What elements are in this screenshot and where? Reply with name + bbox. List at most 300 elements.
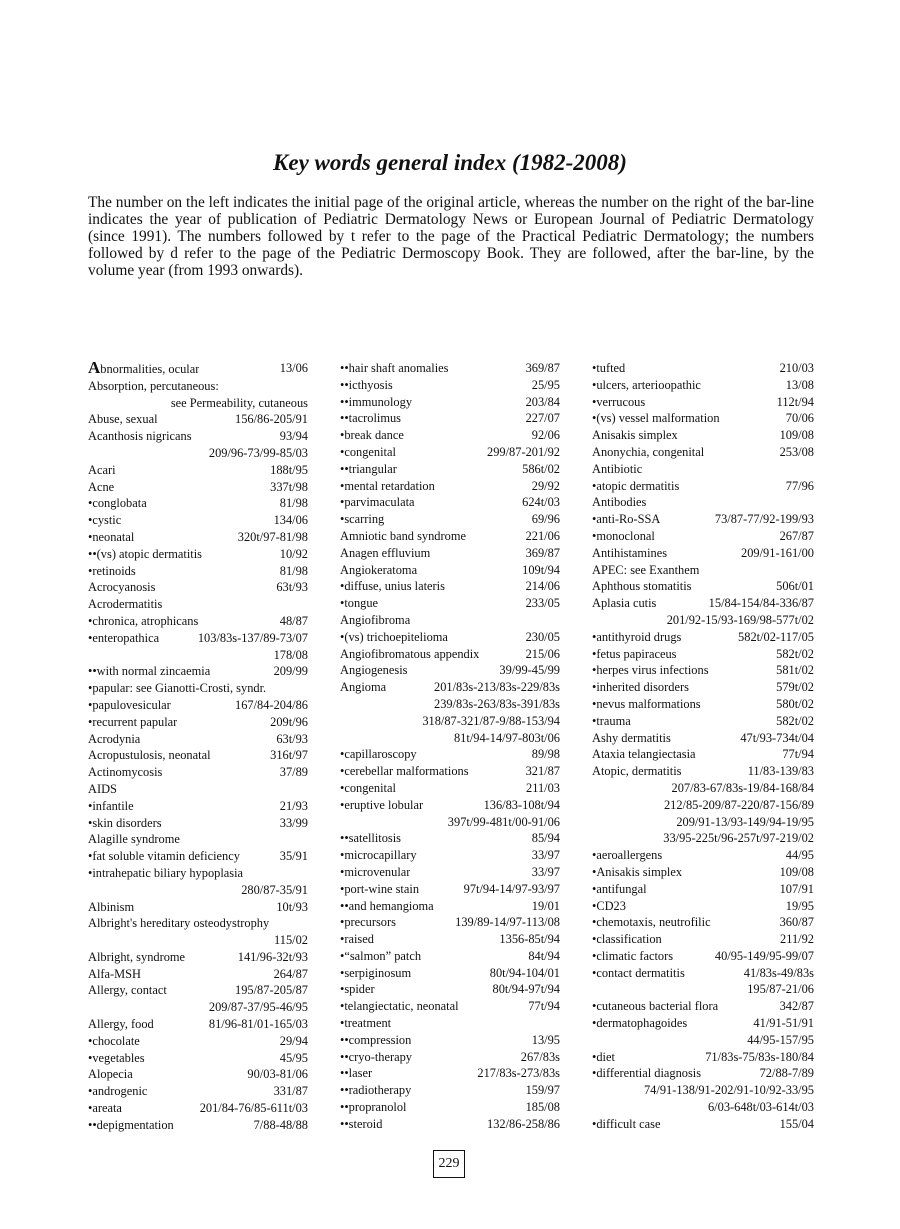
index-entry bbox=[592, 612, 814, 629]
index-reference: 156/86-205/91 bbox=[235, 412, 308, 427]
index-entry bbox=[88, 428, 308, 445]
index-term: •chronica, atrophicans bbox=[88, 613, 199, 628]
index-entry bbox=[88, 731, 308, 748]
index-reference: 80t/94-104/01 bbox=[489, 965, 560, 980]
index-reference: 63t/93 bbox=[276, 580, 308, 595]
index-term: Amniotic band syndrome bbox=[340, 528, 466, 543]
index-term: Ashy dermatitis bbox=[592, 730, 671, 745]
index-term: Acrodermatitis bbox=[88, 597, 163, 612]
index-term: •areata bbox=[88, 1101, 122, 1116]
index-entry bbox=[340, 629, 560, 646]
index-entry bbox=[340, 864, 560, 881]
index-reference: 318/87-321/87-9/88-153/94 bbox=[422, 713, 560, 728]
index-entry bbox=[592, 511, 814, 528]
index-entry bbox=[592, 965, 814, 982]
index-entry bbox=[592, 847, 814, 864]
index-term: Albright, syndrome bbox=[88, 949, 186, 964]
index-term: ••and hemangioma bbox=[340, 898, 434, 913]
index-term: •cerebellar malformations bbox=[340, 764, 469, 779]
index-term: •skin disorders bbox=[88, 815, 162, 830]
index-entry bbox=[340, 931, 560, 948]
index-reference: 167/84-204/86 bbox=[235, 697, 308, 712]
index-term: •break dance bbox=[340, 428, 404, 443]
index-entry bbox=[88, 613, 308, 630]
index-entry bbox=[340, 662, 560, 679]
index-reference: 253/08 bbox=[779, 444, 814, 459]
index-entry bbox=[592, 679, 814, 696]
index-entry bbox=[88, 1117, 308, 1134]
index-entry bbox=[88, 360, 308, 378]
index-term: ••compression bbox=[340, 1032, 412, 1047]
index-entry bbox=[340, 1015, 560, 1032]
index-entry bbox=[592, 864, 814, 881]
index-entry bbox=[340, 814, 560, 831]
index-reference: 209/99 bbox=[273, 664, 308, 679]
index-term: AIDS bbox=[88, 781, 117, 796]
index-term: Antihistamines bbox=[592, 545, 668, 560]
index-term: •“salmon” patch bbox=[340, 948, 422, 963]
index-reference: 369/87 bbox=[525, 545, 560, 560]
index-entry bbox=[88, 563, 308, 580]
index-reference: 103/83s-137/89-73/07 bbox=[197, 630, 308, 645]
index-entry bbox=[88, 411, 308, 428]
index-entry bbox=[592, 696, 814, 713]
index-entry bbox=[88, 1066, 308, 1083]
index-reference: 71/83s-75/83s-180/84 bbox=[705, 1049, 814, 1064]
index-term: •enteropathica bbox=[88, 630, 160, 645]
index-entry bbox=[592, 881, 814, 898]
index-entry bbox=[340, 965, 560, 982]
index-reference: 90/03-81/06 bbox=[247, 1067, 308, 1082]
index-reference: 93/94 bbox=[279, 429, 308, 444]
index-term: Alagille syndrome bbox=[88, 832, 180, 847]
index-reference: 155/04 bbox=[779, 1116, 814, 1131]
index-entry bbox=[88, 445, 308, 462]
index-entry bbox=[340, 679, 560, 696]
index-term: Acrodynia bbox=[88, 731, 141, 746]
index-reference: 33/97 bbox=[531, 864, 560, 879]
index-entry bbox=[340, 1032, 560, 1049]
index-entry bbox=[88, 378, 308, 395]
index-reference: 80t/94-97t/94 bbox=[492, 982, 560, 997]
index-entry bbox=[340, 914, 560, 931]
index-entry bbox=[88, 949, 308, 966]
index-term: •climatic factors bbox=[592, 948, 674, 963]
index-column-3 bbox=[592, 360, 814, 1133]
index-entry bbox=[340, 377, 560, 394]
index-reference: 41/91-51/91 bbox=[753, 1016, 814, 1031]
index-entry bbox=[88, 915, 308, 932]
index-entry bbox=[592, 730, 814, 747]
index-reference: 44/95-157/95 bbox=[747, 1032, 814, 1047]
index-reference: 72/88-7/89 bbox=[759, 1066, 814, 1081]
index-term: ••radiotherapy bbox=[340, 1083, 412, 1098]
index-entry bbox=[88, 680, 308, 697]
index-entry bbox=[88, 663, 308, 680]
index-entry bbox=[340, 1116, 560, 1133]
index-term: •difficult case bbox=[592, 1116, 661, 1131]
index-term: •diet bbox=[592, 1049, 615, 1064]
index-term: Antibiotic bbox=[592, 461, 643, 476]
index-reference: 207/83-67/83s-19/84-168/84 bbox=[671, 780, 814, 795]
index-term: •serpiginosum bbox=[340, 965, 412, 980]
index-entry bbox=[88, 999, 308, 1016]
index-entry bbox=[340, 898, 560, 915]
index-term: •chemotaxis, neutrofilic bbox=[592, 915, 711, 930]
index-reference: 211/92 bbox=[780, 932, 814, 947]
index-reference: 132/86-258/86 bbox=[487, 1116, 560, 1131]
index-entry bbox=[340, 780, 560, 797]
index-entry bbox=[340, 1065, 560, 1082]
index-entry bbox=[592, 1116, 814, 1133]
index-term: Angioma bbox=[340, 680, 387, 695]
index-entry bbox=[340, 948, 560, 965]
index-reference: 40/95-149/95-99/07 bbox=[714, 948, 814, 963]
index-term: •vegetables bbox=[88, 1050, 145, 1065]
index-term: ••immunology bbox=[340, 394, 413, 409]
index-reference: 70/06 bbox=[785, 411, 814, 426]
index-reference: 582t/02-117/05 bbox=[738, 629, 814, 644]
index-reference: 41/83s-49/83s bbox=[743, 965, 814, 980]
index-entry bbox=[592, 830, 814, 847]
index-entry bbox=[592, 746, 814, 763]
index-entry bbox=[340, 562, 560, 579]
index-entry bbox=[340, 763, 560, 780]
index-reference: 29/92 bbox=[531, 478, 560, 493]
index-term: Angiofibromatous appendix bbox=[340, 646, 480, 661]
index-reference: 624t/03 bbox=[522, 495, 560, 510]
index-term: •(vs) trichoepitelioma bbox=[340, 629, 448, 644]
index-entry bbox=[340, 360, 560, 377]
index-reference: 201/92-15/93-169/98-577t/02 bbox=[666, 612, 814, 627]
index-reference: 33/99 bbox=[279, 815, 308, 830]
index-term: •cutaneous bacterial flora bbox=[592, 999, 719, 1014]
index-reference: 47t/93-734t/04 bbox=[740, 730, 814, 745]
index-term: •raised bbox=[340, 932, 374, 947]
index-reference: 63t/93 bbox=[276, 731, 308, 746]
index-entry bbox=[592, 713, 814, 730]
index-reference: 506t/01 bbox=[776, 579, 814, 594]
index-term: Aplasia cutis bbox=[592, 596, 657, 611]
index-reference: 35/91 bbox=[279, 849, 308, 864]
index-entry bbox=[592, 629, 814, 646]
index-entry bbox=[592, 595, 814, 612]
index-reference: 264/87 bbox=[273, 966, 308, 981]
index-entry bbox=[340, 881, 560, 898]
index-term: Acanthosis nigricans bbox=[88, 429, 192, 444]
index-entry bbox=[340, 494, 560, 511]
index-reference: 397t/99-481t/00-91/06 bbox=[447, 814, 560, 829]
index-entry bbox=[592, 562, 814, 579]
index-reference: 33/97 bbox=[531, 848, 560, 863]
index-term: •classification bbox=[592, 932, 662, 947]
index-entry bbox=[340, 713, 560, 730]
index-reference: 13/06 bbox=[279, 361, 308, 375]
index-term: •monoclonal bbox=[592, 528, 655, 543]
index-entry bbox=[592, 444, 814, 461]
index-entry bbox=[340, 545, 560, 562]
index-entry bbox=[88, 529, 308, 546]
index-entry bbox=[592, 931, 814, 948]
index-entry bbox=[88, 882, 308, 899]
index-term: Acne bbox=[88, 479, 115, 494]
index-entry bbox=[592, 1049, 814, 1066]
index-entry bbox=[592, 898, 814, 915]
index-reference: 299/87-201/92 bbox=[487, 444, 560, 459]
index-reference: 13/08 bbox=[785, 377, 814, 392]
index-reference: 215/06 bbox=[525, 646, 560, 661]
index-entry bbox=[592, 780, 814, 797]
index-term: •retinoids bbox=[88, 563, 136, 578]
index-reference: 195/87-205/87 bbox=[235, 983, 308, 998]
index-term: Abnormalities, ocular bbox=[88, 360, 200, 377]
index-reference: 48/87 bbox=[279, 613, 308, 628]
index-term: •antithyroid drugs bbox=[592, 629, 682, 644]
index-reference: 195/87-21/06 bbox=[747, 982, 814, 997]
index-entry bbox=[88, 848, 308, 865]
index-entry bbox=[340, 830, 560, 847]
index-reference: 188t/95 bbox=[270, 462, 308, 477]
index-entry bbox=[88, 966, 308, 983]
index-reference: 321/87 bbox=[525, 764, 560, 779]
index-entry bbox=[88, 462, 308, 479]
index-entry bbox=[88, 815, 308, 832]
index-entry bbox=[88, 1033, 308, 1050]
index-entry bbox=[340, 1049, 560, 1066]
index-term: •trauma bbox=[592, 713, 631, 728]
index-entry bbox=[88, 1050, 308, 1067]
index-term: •fat soluble vitamin deficiency bbox=[88, 849, 240, 864]
index-term: ••hair shaft anomalies bbox=[340, 361, 449, 375]
index-entry bbox=[592, 377, 814, 394]
index-reference: 203/84 bbox=[525, 394, 560, 409]
index-reference: 360/87 bbox=[779, 915, 814, 930]
index-entry bbox=[88, 714, 308, 731]
index-entry bbox=[88, 697, 308, 714]
index-reference: 201/83s-213/83s-229/83s bbox=[434, 680, 560, 695]
index-entry bbox=[340, 847, 560, 864]
index-entry bbox=[592, 545, 814, 562]
index-entry bbox=[88, 982, 308, 999]
index-term: Allergy, food bbox=[88, 1017, 154, 1032]
index-reference: 209/96-73/99-85/03 bbox=[208, 445, 308, 460]
index-reference: 280/87-35/91 bbox=[241, 882, 308, 897]
index-reference: 73/87-77/92-199/93 bbox=[714, 512, 814, 527]
index-reference: 316t/97 bbox=[270, 748, 308, 763]
index-entry bbox=[592, 1015, 814, 1032]
index-term: •treatment bbox=[340, 1016, 392, 1031]
index-entry bbox=[340, 578, 560, 595]
intro-paragraph: The number on the left indicates the initial page of the original article, whereas the number on the right of the bar-line indicates the year of publication of Pediatric Dermatology News or European Journal of Pediatric Dermatology (since 1991). The numbers followed by t refer to the page of the Practical Pediatric Dermatology; the numbers followed by d refer to the page of the Pediatric Dermoscopy Book. They are followed, after the bar-line, by the volume year (from 1993 onwards). bbox=[88, 194, 814, 279]
index-term: Actinomycosis bbox=[88, 765, 163, 780]
index-term: Albright's hereditary osteodystrophy bbox=[88, 916, 270, 931]
index-entry bbox=[592, 410, 814, 427]
index-entry bbox=[340, 1082, 560, 1099]
index-term: •androgenic bbox=[88, 1084, 148, 1099]
index-reference: 112t/94 bbox=[776, 394, 814, 409]
index-term: Acari bbox=[88, 462, 116, 477]
index-reference: 7/88-48/88 bbox=[253, 1117, 308, 1132]
index-entry bbox=[88, 579, 308, 596]
index-reference: 81/98 bbox=[279, 563, 308, 578]
index-term: •anti-Ro-SSA bbox=[592, 512, 661, 527]
index-reference: 81/96-81/01-165/03 bbox=[208, 1017, 308, 1032]
index-reference: 212/85-209/87-220/87-156/89 bbox=[663, 797, 814, 812]
index-term: •cystic bbox=[88, 513, 122, 528]
index-term: •diffuse, unius lateris bbox=[340, 579, 445, 594]
index-reference: 15/84-154/84-336/87 bbox=[708, 596, 814, 611]
index-term: ••triangular bbox=[340, 461, 397, 476]
index-entry bbox=[340, 981, 560, 998]
index-term: •nevus malformations bbox=[592, 696, 701, 711]
index-entry bbox=[88, 764, 308, 781]
index-reference: 25/95 bbox=[531, 377, 560, 392]
index-entry bbox=[592, 814, 814, 831]
index-entry bbox=[340, 646, 560, 663]
index-term: ••depigmentation bbox=[88, 1117, 174, 1132]
index-term: ••satellitosis bbox=[340, 831, 401, 846]
index-term: ••(vs) atopic dermatitis bbox=[88, 546, 202, 561]
index-reference: 342/87 bbox=[779, 999, 814, 1014]
page-number: 229 bbox=[433, 1150, 465, 1178]
index-reference: 331/87 bbox=[273, 1084, 308, 1099]
index-term: ••cryo-therapy bbox=[340, 1049, 412, 1064]
index-term: APEC: see Exanthem bbox=[592, 562, 700, 577]
index-entry bbox=[88, 512, 308, 529]
index-reference: 44/95 bbox=[785, 848, 814, 863]
index-term: ••tacrolimus bbox=[340, 411, 401, 426]
index-entry bbox=[592, 394, 814, 411]
index-term: •tongue bbox=[340, 596, 379, 611]
index-reference: 92/06 bbox=[531, 428, 560, 443]
index-term: •congenital bbox=[340, 780, 396, 795]
index-entry bbox=[592, 948, 814, 965]
index-reference: 337t/98 bbox=[270, 479, 308, 494]
index-entry bbox=[340, 410, 560, 427]
index-term: •papulovesicular bbox=[88, 697, 171, 712]
index-term: Acropustulosis, neonatal bbox=[88, 748, 211, 763]
index-reference: 581t/02 bbox=[776, 663, 814, 678]
index-entry bbox=[88, 647, 308, 664]
index-term: Acrocyanosis bbox=[88, 580, 156, 595]
index-entry bbox=[592, 797, 814, 814]
index-reference: 81/98 bbox=[279, 496, 308, 511]
index-entry bbox=[340, 595, 560, 612]
index-term: •scarring bbox=[340, 512, 385, 527]
index-entry bbox=[340, 478, 560, 495]
index-reference: 107/91 bbox=[779, 881, 814, 896]
index-reference: 77t/94 bbox=[782, 747, 814, 762]
index-term: •mental retardation bbox=[340, 478, 435, 493]
index-reference: 33/95-225t/96-257t/97-219/02 bbox=[663, 831, 814, 846]
index-entry bbox=[340, 461, 560, 478]
index-term: ••laser bbox=[340, 1066, 373, 1081]
index-reference: 221/06 bbox=[525, 528, 560, 543]
index-reference: 81t/94-14/97-803t/06 bbox=[453, 730, 560, 745]
index-term: Albinism bbox=[88, 899, 135, 914]
index-term: •differential diagnosis bbox=[592, 1066, 702, 1081]
index-reference: 267/83s bbox=[520, 1049, 560, 1064]
index-entry bbox=[88, 899, 308, 916]
index-term: •chocolate bbox=[88, 1033, 140, 1048]
index-term: Atopic, dermatitis bbox=[592, 764, 682, 779]
index-term: •recurrent papular bbox=[88, 714, 178, 729]
index-reference: 109t/94 bbox=[522, 562, 560, 577]
index-entry bbox=[88, 596, 308, 613]
index-reference: 85/94 bbox=[531, 831, 560, 846]
index-entry bbox=[88, 831, 308, 848]
index-term: Angiogenesis bbox=[340, 663, 408, 678]
index-reference: 230/05 bbox=[525, 629, 560, 644]
index-entry bbox=[592, 528, 814, 545]
index-reference: see Permeability, cutaneous bbox=[170, 395, 308, 410]
index-term: Alopecia bbox=[88, 1067, 133, 1082]
index-entry bbox=[592, 914, 814, 931]
index-reference: 69/96 bbox=[531, 512, 560, 527]
index-entry bbox=[592, 478, 814, 495]
index-term: •microcapillary bbox=[340, 848, 417, 863]
index-entry bbox=[88, 495, 308, 512]
index-term: •precursors bbox=[340, 915, 396, 930]
index-reference: 369/87 bbox=[525, 361, 560, 375]
index-reference: 21/93 bbox=[279, 798, 308, 813]
index-term: •port-wine stain bbox=[340, 881, 420, 896]
index-reference: 209/87-37/95-46/95 bbox=[208, 1000, 308, 1015]
index-reference: 178/08 bbox=[273, 647, 308, 662]
index-term: ••icthyosis bbox=[340, 377, 393, 392]
index-reference: 134/06 bbox=[273, 513, 308, 528]
index-column-1 bbox=[88, 360, 308, 1134]
index-term: •spider bbox=[340, 982, 375, 997]
index-reference: 579t/02 bbox=[776, 680, 814, 695]
index-entry bbox=[88, 479, 308, 496]
index-term: •conglobata bbox=[88, 496, 147, 511]
index-term: •intrahepatic biliary hypoplasia bbox=[88, 865, 244, 880]
index-entry bbox=[88, 1100, 308, 1117]
index-entry bbox=[592, 427, 814, 444]
index-term: •papular: see Gianotti-Crosti, syndr. bbox=[88, 681, 267, 696]
index-term: Anisakis simplex bbox=[592, 428, 678, 443]
index-reference: 77t/94 bbox=[528, 999, 560, 1014]
index-reference: 201/84-76/85-611t/03 bbox=[199, 1101, 308, 1116]
index-reference: 19/95 bbox=[785, 898, 814, 913]
index-entry bbox=[340, 746, 560, 763]
index-reference: 10t/93 bbox=[276, 899, 308, 914]
index-term: Anonychia, congenital bbox=[592, 444, 705, 459]
index-reference: 211/03 bbox=[526, 780, 560, 795]
index-reference: 89/98 bbox=[531, 747, 560, 762]
index-reference: 239/83s-263/83s-391/83s bbox=[434, 696, 560, 711]
index-reference: 11/83-139/83 bbox=[747, 764, 814, 779]
index-reference: 74/91-138/91-202/91-10/92-33/95 bbox=[643, 1083, 814, 1098]
index-reference: 209t/96 bbox=[270, 714, 308, 729]
index-entry bbox=[88, 546, 308, 563]
index-entry bbox=[592, 1082, 814, 1099]
index-term: Anagen effluvium bbox=[340, 545, 431, 560]
index-term: •dermatophagoides bbox=[592, 1016, 688, 1031]
index-term: Alfa-MSH bbox=[88, 966, 141, 981]
index-term: Ataxia telangiectasia bbox=[592, 747, 696, 762]
page-title: Key words general index (1982-2008) bbox=[273, 150, 627, 175]
index-reference: 29/94 bbox=[279, 1033, 308, 1048]
index-entry bbox=[340, 394, 560, 411]
index-entry bbox=[88, 1083, 308, 1100]
index-reference: 580t/02 bbox=[776, 696, 814, 711]
index-term: •tufted bbox=[592, 361, 626, 375]
index-entry bbox=[88, 865, 308, 882]
index-entry bbox=[340, 998, 560, 1015]
index-entry bbox=[88, 781, 308, 798]
